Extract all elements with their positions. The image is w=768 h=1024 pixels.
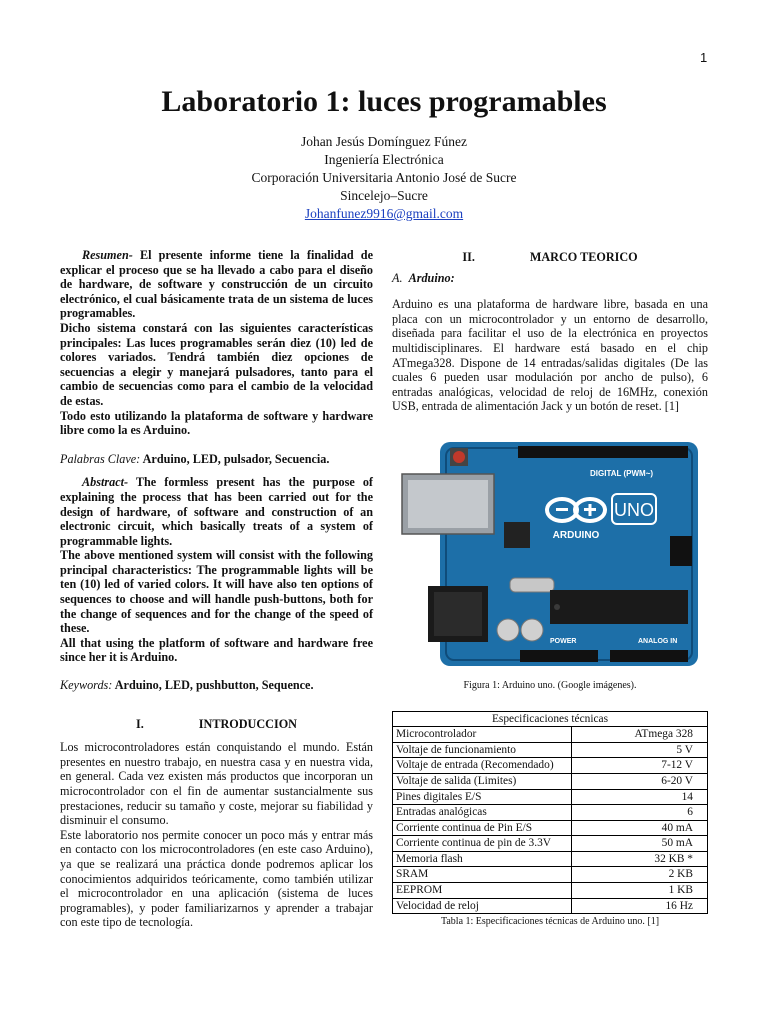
table-row xyxy=(393,789,708,805)
abstract-label: Abstract- xyxy=(82,475,129,490)
spec-value: 2 KB xyxy=(572,867,708,883)
analog-header xyxy=(610,650,688,662)
abstract-p2: The above mentioned system will consist with the following principal characteristics: The programmable lights will be ten (10) led of varied colors. It will have also ten options of sequences to choose and will handle push-buttons, both for the change of sequences and for the change of the speed of these. xyxy=(60,548,373,636)
abstract-p3: All that using the platform of software and hardware free since her it is Arduino. xyxy=(60,635,373,665)
table-caption: Tabla 1: Especificaciones técnicas de Arduino uno. [1] xyxy=(440,916,660,928)
spec-name: Voltaje de funcionamiento xyxy=(393,742,572,758)
intro-p2: Este laboratorio nos permite conocer un poco más y entrar más en contacto con los microcontroladores (en este caso Arduino), ya que se realizará una práctica donde podremos aplicar los conocimientos adquiridos teóricamente, como también utilizar el microcontrolador en una aplicación (sistema de luces programables), y poder familiarizarnos y aprender a trabajar con este tipo de tecnología. xyxy=(60,827,373,930)
specs-table xyxy=(392,711,708,915)
spec-name: SRAM xyxy=(393,867,572,883)
table-row xyxy=(393,867,708,883)
arduino-board-illustration xyxy=(400,440,700,668)
keywords-label: Keywords: xyxy=(60,678,113,693)
table-row xyxy=(393,820,708,836)
resumen-text: El presente informe tiene la finalidad de explicar el proceso que se ha llevado a cabo para el diseño de hardware, de software y construcción de un circuito electrónico, el cual básicamente trata de un sistema de luces programables. xyxy=(60,248,373,321)
power-label: POWER xyxy=(550,637,577,645)
table-row xyxy=(393,773,708,789)
section-number-marco: II. xyxy=(462,250,475,264)
spec-value: 6-20 V xyxy=(572,773,708,789)
table-row xyxy=(393,805,708,821)
abstract-text: The formless present has the purpose of explaining the process that has been carried out for the design of hardware, of software and construction of an electronic circuit, which basically treats of a system of programmable lights. xyxy=(60,475,373,548)
palabras-clave-text: Arduino, LED, pulsador, Secuencia. xyxy=(140,451,330,466)
section-heading-intro xyxy=(60,717,373,732)
capacitor xyxy=(497,619,519,641)
spec-name: Pines digitales E/S xyxy=(393,789,572,805)
section-title-marco: MARCO TEORICO xyxy=(529,250,638,264)
spec-value: 6 xyxy=(572,805,708,821)
marco-p1: Arduino es una plataforma de hardware libre, basada en una placa con un microcontrolador y un entorno de desarrollo, diseñada para facilitar el uso de la electrónica en proyectos multidisciplinares. El hardware está basado en el chip ATmega328. Dispone de 14 entradas/salidas digitales (De las cuales 6 pueden usar modulación por ancho de pulso), 6 entradas analógicas, velocidad de reloj de 16MHz, conexión USB, entrada de alimentación Jack y un botón de reset. [1] xyxy=(392,297,708,414)
spec-name: Voltaje de entrada (Recomendado) xyxy=(393,758,572,774)
spec-value: 1 KB xyxy=(572,883,708,899)
author-program: Ingeniería Electrónica xyxy=(324,152,444,167)
subsection-heading-arduino xyxy=(392,271,708,286)
spec-value: 16 Hz xyxy=(572,898,708,914)
analog-label: ANALOG IN xyxy=(638,637,678,645)
spec-value: 5 V xyxy=(572,742,708,758)
subsection-letter: A. xyxy=(392,270,403,285)
author-name: Johan Jesús Domínguez Fúnez xyxy=(300,134,468,149)
spec-name: Microcontrolador xyxy=(393,727,572,743)
intro-body xyxy=(60,740,373,930)
palabras-clave-label: Palabras Clave: xyxy=(60,451,141,466)
spec-value: 7-12 V xyxy=(572,758,708,774)
table-row xyxy=(393,836,708,852)
icsp-header xyxy=(670,536,692,566)
uno-label: UNO xyxy=(614,499,654,520)
section-title-intro: INTRODUCCION xyxy=(198,716,297,731)
palabras-clave xyxy=(60,452,373,467)
paper-title: Laboratorio 1: luces programables xyxy=(161,85,607,118)
crystal xyxy=(510,578,554,592)
specs-table-body xyxy=(393,727,708,914)
spec-name: Corriente continua de Pin E/S xyxy=(393,820,572,836)
section-number-intro: I. xyxy=(136,716,144,731)
spec-name: Voltaje de salida (Limites) xyxy=(393,773,572,789)
digital-header xyxy=(518,446,688,458)
spec-name: Memoria flash xyxy=(393,851,572,867)
resumen-p3: Todo esto utilizando la plataforma de software y hardware libre como la es Arduino. xyxy=(60,408,373,438)
keywords-text: Arduino, LED, pushbutton, Sequence. xyxy=(112,678,314,693)
abstract-block xyxy=(60,475,373,665)
figure-caption: Figura 1: Arduino uno. (Google imágenes). xyxy=(463,679,637,691)
spec-name: Corriente continua de pin de 3.3V xyxy=(393,836,572,852)
resumen-label: Resumen- xyxy=(82,248,133,262)
spec-name: Velocidad de reloj xyxy=(393,898,572,914)
spec-value: 40 mA xyxy=(572,820,708,836)
spec-value: 50 mA xyxy=(572,836,708,852)
author-city: Sincelejo–Sucre xyxy=(340,188,428,203)
arduino-board-figure xyxy=(400,440,700,668)
spec-value: ATmega 328 xyxy=(572,727,708,743)
intro-p1: Los microcontroladores están conquistando el mundo. Están presentes en nuestro trabajo, en nuestra casa y en nuestra vida, en general. Cada vez existen más productos que incorporan un microcontrolador con el fin de aumentar sustancialmente sus prestaciones, reducir su tamaño y coste, mejorar su fiabilidad y disminuir el consumo. xyxy=(60,740,373,828)
power-header xyxy=(520,650,598,662)
right-column xyxy=(392,250,708,930)
author-university: Corporación Universitaria Antonio José de Sucre xyxy=(251,170,517,185)
spec-value: 32 KB * xyxy=(572,851,708,867)
table-row xyxy=(393,758,708,774)
digital-label: DIGITAL (PWM~) xyxy=(590,468,654,478)
spec-name: Entradas analógicas xyxy=(393,805,572,821)
table-row xyxy=(393,727,708,743)
keywords xyxy=(60,678,373,693)
table-row xyxy=(393,742,708,758)
atmega-chip xyxy=(550,590,688,624)
usb-chip xyxy=(504,522,530,548)
author-block xyxy=(0,133,768,223)
section-heading-marco xyxy=(392,250,708,265)
resumen-p2: Dicho sistema constará con las siguientes características principales: Las luces programables serán diez (10) led de colores variados. Tendrá también diez opciones de secuencias a elegir y manejará pulsadores, tanto para el cambio de secuencias como para el cambio de la velocidad de estas. xyxy=(60,320,373,408)
page-number: 1 xyxy=(700,50,708,65)
left-column xyxy=(60,248,373,930)
author-email-link[interactable]: Johanfunez9916@gmail.com xyxy=(304,206,464,221)
table-row xyxy=(393,851,708,867)
subsection-title: Arduino: xyxy=(408,270,455,285)
specs-table-header: Especificaciones técnicas xyxy=(393,711,708,727)
resumen-block xyxy=(60,248,373,438)
arduino-label: ARDUINO xyxy=(552,529,600,541)
table-row xyxy=(393,898,708,914)
table-row xyxy=(393,883,708,899)
spec-name: EEPROM xyxy=(393,883,572,899)
spec-value: 14 xyxy=(572,789,708,805)
